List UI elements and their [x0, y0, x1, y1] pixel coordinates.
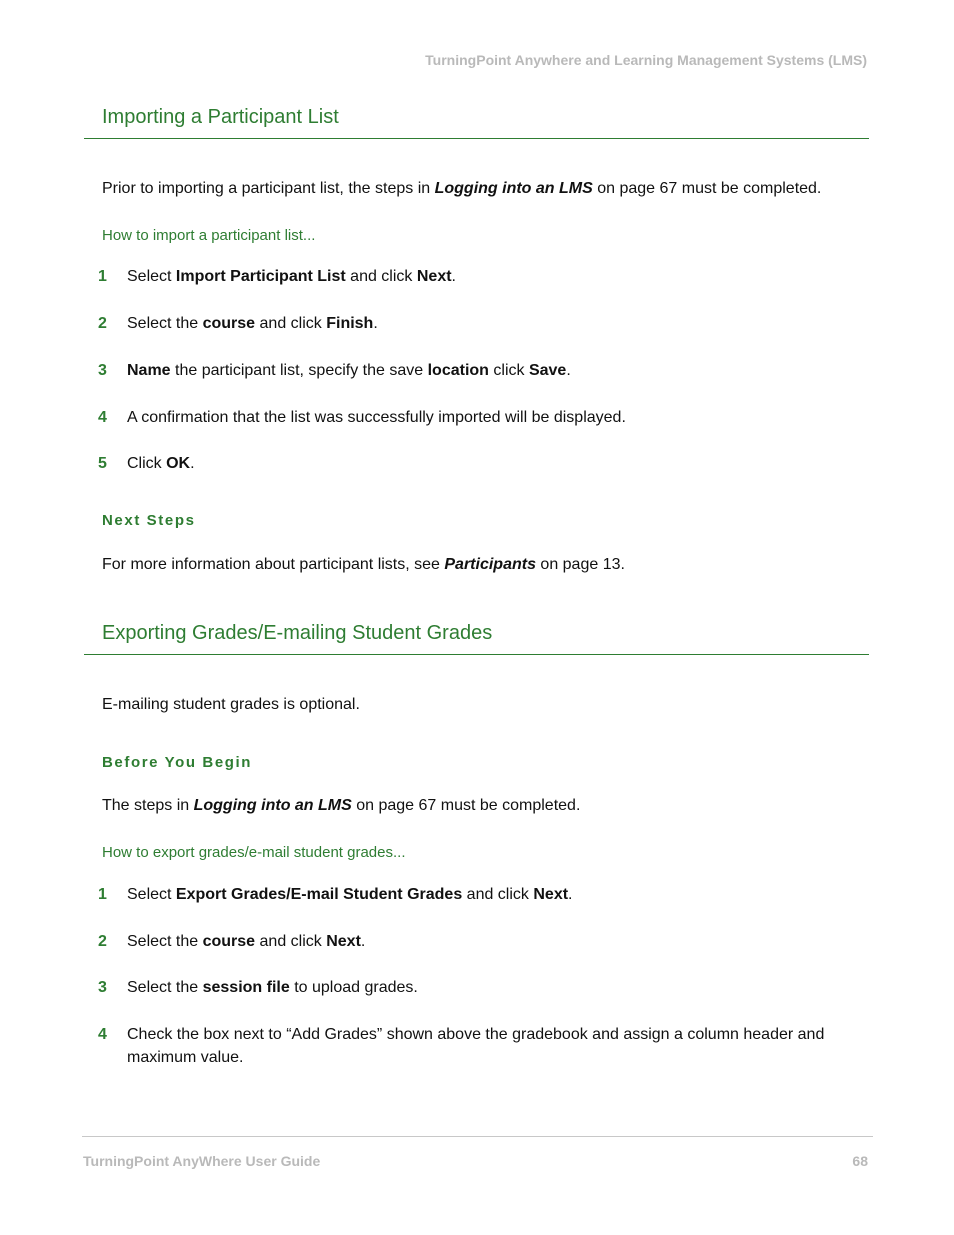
before-you-begin-paragraph: The steps in Logging into an LMS on page 67 must be completed. [102, 797, 581, 814]
step-number: 5 [98, 455, 107, 472]
step-item: 2 Select the course and click Next. [98, 930, 858, 953]
step-item: 4 Check the box next to “Add Grades” shown above the gradebook and assign a column header and maximum value. [98, 1023, 858, 1069]
step-number: 4 [98, 409, 107, 426]
cross-reference-link[interactable]: Logging into an LMS [193, 797, 352, 814]
step-number: 2 [98, 933, 107, 950]
running-header: TurningPoint Anywhere and Learning Management Systems (LMS) [425, 52, 867, 68]
footer-guide-title: TurningPoint AnyWhere User Guide [83, 1153, 321, 1169]
section-title-importing: Importing a Participant List [102, 106, 339, 128]
step-item: 3 Name the participant list, specify the save location click Save. [98, 359, 858, 382]
step-item: 2 Select the course and click Finish. [98, 312, 858, 335]
section-divider [84, 138, 869, 139]
next-steps-heading: Next Steps [102, 512, 196, 529]
step-item: 1 Select Import Participant List and click Next. [98, 265, 858, 288]
step-number: 1 [98, 886, 107, 903]
step-item: 4 A confirmation that the list was successfully imported will be displayed. [98, 406, 858, 429]
procedure-title: How to import a participant list... [102, 227, 316, 244]
section-divider [84, 654, 869, 655]
page-number: 68 [852, 1153, 868, 1169]
before-you-begin-heading: Before You Begin [102, 754, 253, 771]
footer-divider [82, 1136, 873, 1137]
cross-reference-link[interactable]: Participants [444, 556, 536, 573]
step-item: 3 Select the session file to upload grades. [98, 976, 858, 999]
step-number: 3 [98, 362, 107, 379]
step-item: 1 Select Export Grades/E-mail Student Grades and click Next. [98, 883, 858, 906]
section-title-exporting: Exporting Grades/E-mailing Student Grades [102, 622, 493, 644]
step-number: 3 [98, 979, 107, 996]
step-number: 1 [98, 268, 107, 285]
step-number: 2 [98, 315, 107, 332]
step-number: 4 [98, 1026, 107, 1043]
intro-paragraph: Prior to importing a participant list, the steps in Logging into an LMS on page 67 must be completed. [102, 180, 822, 197]
intro-paragraph: E-mailing student grades is optional. [102, 696, 360, 713]
procedure-title: How to export grades/e-mail student grades... [102, 844, 406, 861]
next-steps-paragraph: For more information about participant lists, see Participants on page 13. [102, 556, 625, 573]
step-item: 5 Click OK. [98, 452, 858, 475]
cross-reference-link[interactable]: Logging into an LMS [434, 180, 593, 197]
